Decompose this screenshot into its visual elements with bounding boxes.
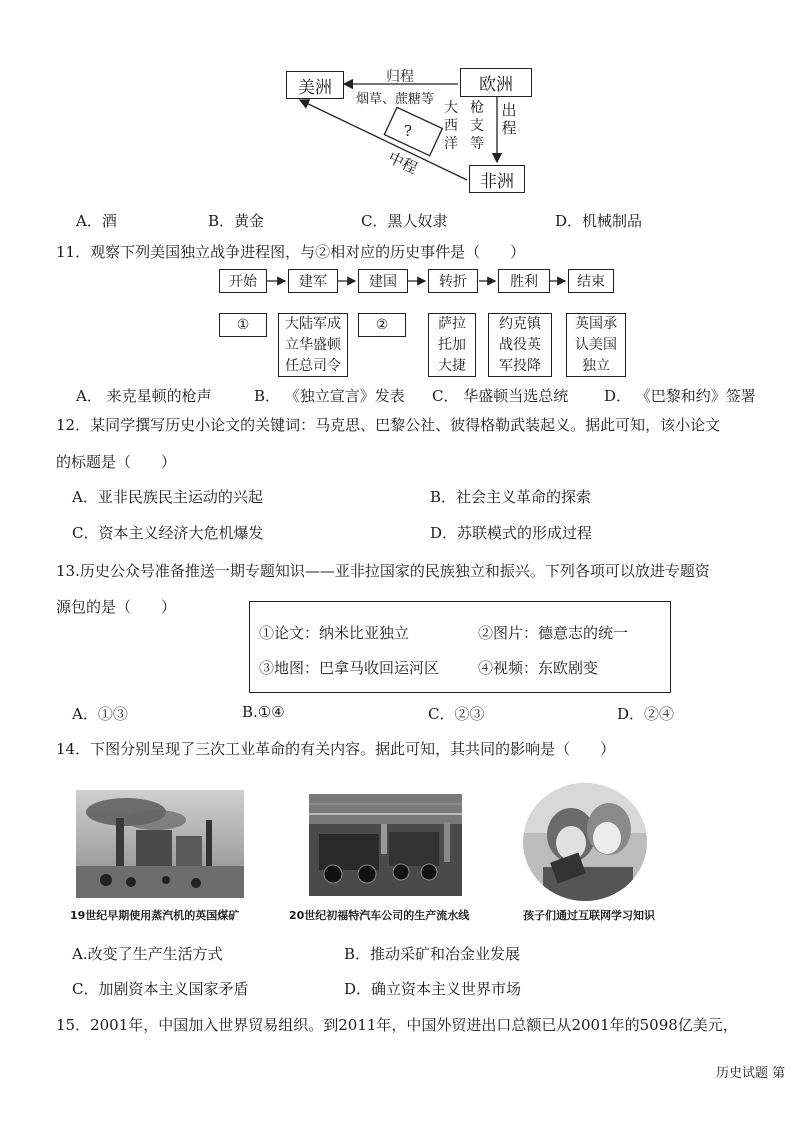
q13-resource-box xyxy=(249,601,671,693)
q14-option-b[interactable]: B．推动采矿和冶金业发展 xyxy=(344,945,521,963)
q10-option-a[interactable]: A．酒 xyxy=(76,212,117,230)
q14-option-a[interactable]: A.改变了生产生活方式 xyxy=(72,945,223,963)
q11-option-a[interactable]: A． 来克星顿的枪声 xyxy=(76,387,212,405)
page-footer: 历史试题 第 xyxy=(716,1066,786,1081)
stage-victory: 胜利 xyxy=(498,269,550,293)
q13-item-1: ①论文：纳米比亚独立 xyxy=(259,624,410,642)
africa-label: 非洲 xyxy=(480,171,514,192)
q15-question-line1: 15．2001年，中国加入世界贸易组织。到2011年，中国外贸进出口总额已从2001年的5098亿美元， xyxy=(56,1016,738,1034)
q12-option-d[interactable]: D．苏联模式的形成过程 xyxy=(430,524,593,542)
q13-question-line1: 13.历史公众号准备推送一期专题知识——亚非拉国家的民族独立和振兴。下列各项可以放进专题资 xyxy=(56,562,710,580)
q13-option-d[interactable]: D．②④ xyxy=(617,705,675,723)
q13-item-3: ③地图：巴拿马收回运河区 xyxy=(259,659,440,677)
q14-option-c[interactable]: C．加剧资本主义国家矛盾 xyxy=(72,980,249,998)
q13-option-c[interactable]: C．②③ xyxy=(428,705,485,723)
stage-start: 开始 xyxy=(219,269,267,293)
q11-option-b[interactable]: B． 《独立宣言》发表 xyxy=(254,387,405,405)
q11-option-d[interactable]: D． 《巴黎和约》签署 xyxy=(604,387,756,405)
stage-founding: 建国 xyxy=(358,269,408,293)
event-1: ① xyxy=(219,313,267,337)
return-goods-label: 烟草、蔗糖等 xyxy=(356,92,435,107)
q11-flow-arrows xyxy=(0,0,794,300)
event-yorktown: 约克镇 战役英 军投降 xyxy=(488,313,552,377)
q10-option-b[interactable]: B．黄金 xyxy=(208,212,265,230)
q13-option-b[interactable]: B.①④ xyxy=(242,703,285,721)
q12-option-b[interactable]: B．社会主义革命的探索 xyxy=(430,488,592,506)
q12-question-line1: 12．某同学撰写历史小论文的关键词：马克思、巴黎公社、彼得格勒武装起义。据此可知，该小论文 xyxy=(56,416,721,434)
children-internet-photo xyxy=(523,783,647,901)
caption-assembly-line: 20世纪初福特汽车公司的生产流水线 xyxy=(289,909,470,922)
unknown-cargo: ? xyxy=(404,122,413,140)
q14-question: 14．下图分别呈现了三次工业革命的有关内容。据此可知，其共同的影响是（ ） xyxy=(56,740,616,758)
q13-question-line2: 源包的是（ ） xyxy=(56,598,177,616)
caption-coal-mine: 19世纪早期使用蒸汽机的英国煤矿 xyxy=(70,909,240,922)
q12-option-c[interactable]: C．资本主义经济大危机爆发 xyxy=(72,524,264,542)
event-saratoga: 萨拉 托加 大捷 xyxy=(428,313,476,377)
q11-question: 11．观察下列美国独立战争进程图，与②相对应的历史事件是（ ） xyxy=(56,243,526,261)
stage-end: 结束 xyxy=(568,269,614,293)
event-recognition: 英国承 认美国 独立 xyxy=(566,313,626,377)
q11-option-c[interactable]: C． 华盛顿当选总统 xyxy=(432,387,569,405)
outbound-goods-label: 枪 支 等 xyxy=(470,100,484,152)
stage-turning: 转折 xyxy=(428,269,478,293)
atlantic-label: 大 西 洋 xyxy=(444,100,458,152)
q13-option-a[interactable]: A．①③ xyxy=(72,705,128,723)
americas-label: 美洲 xyxy=(298,77,332,98)
q10-option-d[interactable]: D．机械制品 xyxy=(555,212,643,230)
coal-mine-photo xyxy=(76,790,244,898)
europe-label: 欧洲 xyxy=(479,75,513,95)
assembly-line-photo xyxy=(309,794,462,896)
caption-internet: 孩子们通过互联网学习知识 xyxy=(523,909,655,922)
event-army: 大陆军成 立华盛顿 任总司令 xyxy=(278,313,348,377)
q13-item-2: ②图片：德意志的统一 xyxy=(478,624,629,642)
q10-option-c[interactable]: C．黑人奴隶 xyxy=(361,212,448,230)
q13-item-4: ④视频：东欧剧变 xyxy=(478,659,599,677)
q14-option-d[interactable]: D．确立资本主义世界市场 xyxy=(344,980,522,998)
event-2: ② xyxy=(358,313,406,337)
q12-question-line2: 的标题是（ ） xyxy=(56,453,177,471)
stage-army: 建军 xyxy=(288,269,338,293)
middle-leg-label: 中程 xyxy=(385,148,421,178)
q12-option-a[interactable]: A．亚非民族民主运动的兴起 xyxy=(72,488,263,506)
return-leg-label: 归程 xyxy=(386,69,414,85)
outbound-leg-label: 出 程 xyxy=(501,101,517,137)
